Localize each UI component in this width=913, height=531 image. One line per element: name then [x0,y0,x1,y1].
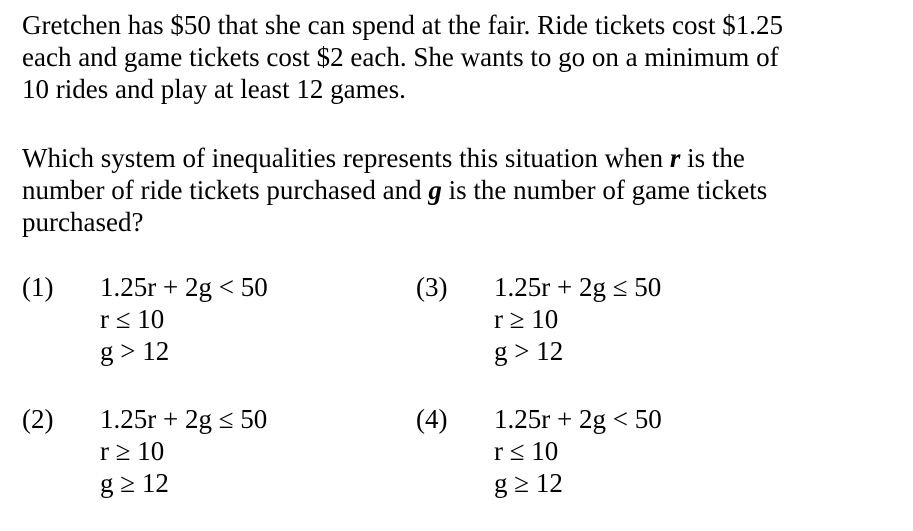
inequality-line: r ≤ 10 [100,304,165,334]
question-text: Which system of inequalities represents this situation when [22,143,670,173]
problem-question [22,142,902,238]
question-text: is the number of game tickets [441,175,768,205]
inequality-line: g ≥ 12 [100,468,169,498]
choice-label: (3) [416,272,448,302]
inequality-line: g ≥ 12 [494,468,563,498]
inequality-line: r ≥ 10 [100,436,165,466]
choice-label: (2) [22,404,54,434]
inequality-line: r ≥ 10 [494,304,559,334]
inequality-system [494,271,661,367]
question-text: number of ride tickets purchased and [22,175,429,205]
intro-line-3: 10 rides and play at least 12 games. [22,74,406,104]
problem-intro [22,9,902,105]
inequality-line: g > 12 [494,336,564,366]
inequality-system [100,403,267,499]
intro-line-2: each and game tickets cost $2 each. She wants to go on a minimum of [22,42,779,72]
inequality-line: r ≤ 10 [494,436,559,466]
inequality-system [100,271,268,367]
choice-label: (4) [416,404,448,434]
inequality-line: g > 12 [100,336,170,366]
intro-line-1: Gretchen has $50 that she can spend at the fair. Ride tickets cost $1.25 [22,10,784,40]
variable-g: g [428,175,442,205]
inequality-line: 1.25r + 2g ≤ 50 [494,272,662,302]
question-text: purchased? [22,207,144,237]
inequality-line: 1.25r + 2g < 50 [100,272,268,302]
question-text: is the [680,143,745,173]
choice-label: (1) [22,272,54,302]
inequality-line: 1.25r + 2g ≤ 50 [100,404,268,434]
inequality-line: 1.25r + 2g < 50 [494,404,662,434]
variable-r: r [669,143,681,173]
inequality-system [494,403,662,499]
